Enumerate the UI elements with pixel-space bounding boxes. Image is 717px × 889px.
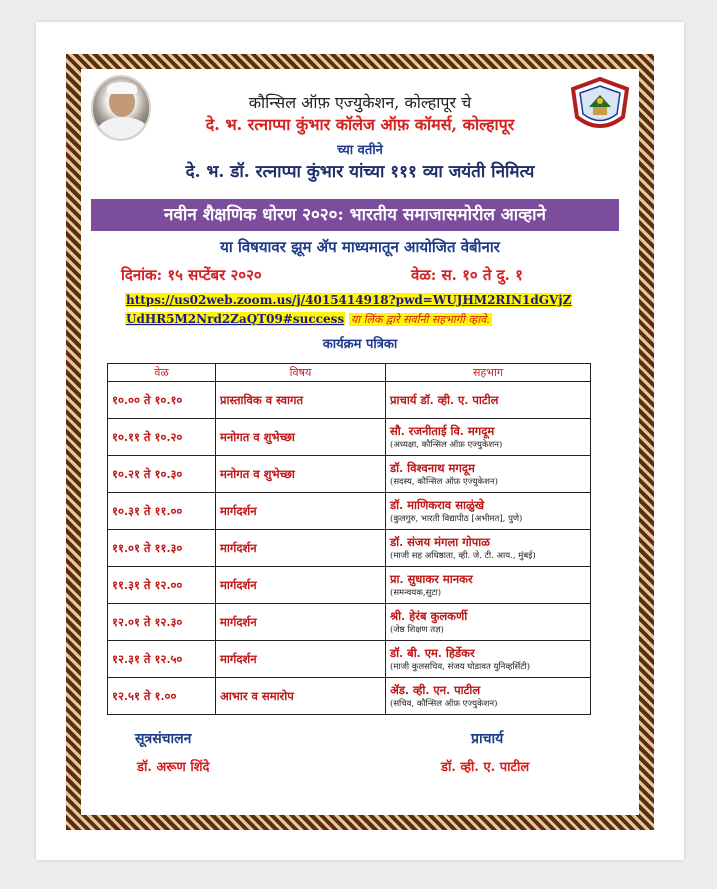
row-participant — [386, 567, 591, 604]
college-name: दे. भ. रत्नाप्पा कुंभार कॉलेज ऑफ़ कॉमर्स, कोल्हापूर — [205, 115, 515, 134]
header-participant: सहभाग — [386, 364, 591, 382]
row-topic: मार्गदर्शन — [216, 493, 386, 530]
webinar-topic-banner: नवीन शैक्षणिक धोरण २०२०: भारतीय समाजासमोरील आव्हाने — [91, 199, 619, 231]
participant-name: प्रा. सुधाकर मानकर — [390, 572, 473, 586]
schedule-table — [107, 363, 591, 715]
zoom-link-part-1[interactable]: https://us02web.zoom.us/j/4015414918?pwd=WUJHM2RIN1dGVjZ — [126, 293, 572, 307]
header-topic: विषय — [216, 364, 386, 382]
webinar-date: दिनांक: १५ सप्टेंबर २०२० — [121, 266, 262, 284]
table-row — [108, 678, 591, 715]
row-time: १२.५१ ते १.०० — [108, 678, 216, 715]
join-note: या लिंक द्वारे सर्वांनी सहभागी व्हावे. — [350, 313, 490, 326]
participant-role: (अध्यक्षा, कौन्सिल ऑफ़ एज्युकेशन) — [390, 440, 503, 450]
table-row — [108, 567, 591, 604]
row-topic: मार्गदर्शन — [216, 604, 386, 641]
row-topic: मार्गदर्शन — [216, 530, 386, 567]
row-time: १२.०१ ते १२.३० — [108, 604, 216, 641]
participant-name: सौ. रजनीताई वि. मगदूम — [390, 424, 495, 438]
table-header-row — [108, 364, 591, 382]
poster-content — [81, 69, 639, 815]
row-participant — [386, 419, 591, 456]
row-time: ११.३१ ते १२.०० — [108, 567, 216, 604]
row-topic: मार्गदर्शन — [216, 567, 386, 604]
table-row — [108, 419, 591, 456]
row-time: १०.०० ते १०.१० — [108, 382, 216, 419]
table-row — [108, 382, 591, 419]
council-line: कौन्सिल ऑफ़ एज्युकेशन, कोल्हापूर चे — [248, 93, 472, 112]
participant-name: डॉ. विश्वनाथ मगदूम — [390, 461, 475, 475]
participant-name: डॉ. माणिकराव साळुंखे — [390, 498, 485, 512]
behalf-line: च्या वतीने — [337, 143, 383, 158]
participant-role: (सचिव, कौन्सिल ऑफ़ एज्युकेशन) — [390, 699, 498, 709]
header-time: वेळ — [108, 364, 216, 382]
row-participant — [386, 493, 591, 530]
principal-title: प्राचार्य — [471, 731, 504, 747]
row-topic: मनोगत व शुभेच्छा — [216, 456, 386, 493]
principal-name: डॉ. व्ही. ए. पाटील — [441, 760, 530, 775]
row-participant — [386, 678, 591, 715]
participant-name: ॲड. व्ही. एन. पाटील — [390, 683, 481, 697]
row-participant — [386, 604, 591, 641]
row-topic: मनोगत व शुभेच्छा — [216, 419, 386, 456]
decorative-border — [66, 54, 654, 830]
participant-name: श्री. हेरंब कुलकर्णी — [390, 609, 468, 623]
row-time: १०.११ ते १०.२० — [108, 419, 216, 456]
table-row — [108, 493, 591, 530]
zoom-link-line-2 — [125, 310, 625, 329]
table-row — [108, 456, 591, 493]
participant-name: डॉ. बी. एम. हिर्डेकर — [390, 646, 475, 660]
row-time: ११.०१ ते ११.३० — [108, 530, 216, 567]
row-time: १०.२१ ते १०.३० — [108, 456, 216, 493]
row-time: १२.३१ ते १२.५० — [108, 641, 216, 678]
zoom-link-line-1 — [125, 291, 625, 310]
webinar-subtitle: या विषयावर झूम ॲप माध्यमातून आयोजित वेबीनार — [220, 238, 500, 256]
participant-role: (कुलगुरु, भारती विद्यापीठ [अभीमत], पुणे) — [390, 514, 523, 524]
zoom-link-part-2[interactable]: UdHR5M2Nrd2ZaQT09#success — [126, 312, 345, 326]
anchor-name: डॉ. अरूण शिंदे — [137, 760, 210, 775]
table-row — [108, 604, 591, 641]
program-title: कार्यक्रम पत्रिका — [322, 337, 398, 352]
row-topic: प्रास्ताविक व स्वागत — [216, 382, 386, 419]
anchor-title: सूत्रसंचालन — [135, 731, 192, 747]
table-row — [108, 641, 591, 678]
participant-role: (सदस्य, कौन्सिल ऑफ़ एज्युकेशन) — [390, 477, 498, 487]
zoom-link-block — [125, 291, 625, 329]
table-row — [108, 530, 591, 567]
row-participant — [386, 382, 591, 419]
row-participant — [386, 641, 591, 678]
participant-role: (माजी सह अधिष्ठाता, व्ही. जे. टी. आय., मुंबई) — [390, 551, 536, 561]
participant-role: (समन्वयक,सुटा) — [390, 588, 442, 598]
date-time-row — [121, 265, 601, 285]
occasion-line: दे. भ. डॉ. रत्नाप्पा कुंभार यांच्या १११ व्या जयंती निमित्य — [185, 162, 535, 182]
row-topic: मार्गदर्शन — [216, 641, 386, 678]
participant-name: डॉ. संजय मंगला गोपाळ — [390, 535, 490, 549]
row-participant — [386, 456, 591, 493]
participant-role: (माजी कुलसचिव, संजय घोडावत युनिव्हर्सिटी) — [390, 662, 531, 672]
participant-role: (जेष्ठ शिक्षण तज्ञ) — [390, 625, 444, 635]
row-topic: आभार व समारोप — [216, 678, 386, 715]
row-time: १०.३१ ते ११.०० — [108, 493, 216, 530]
webinar-time: वेळ: स. १० ते दु. १ — [411, 266, 523, 284]
participant-name: प्राचार्य डॉ. व्ही. ए. पाटील — [390, 392, 499, 407]
row-participant — [386, 530, 591, 567]
